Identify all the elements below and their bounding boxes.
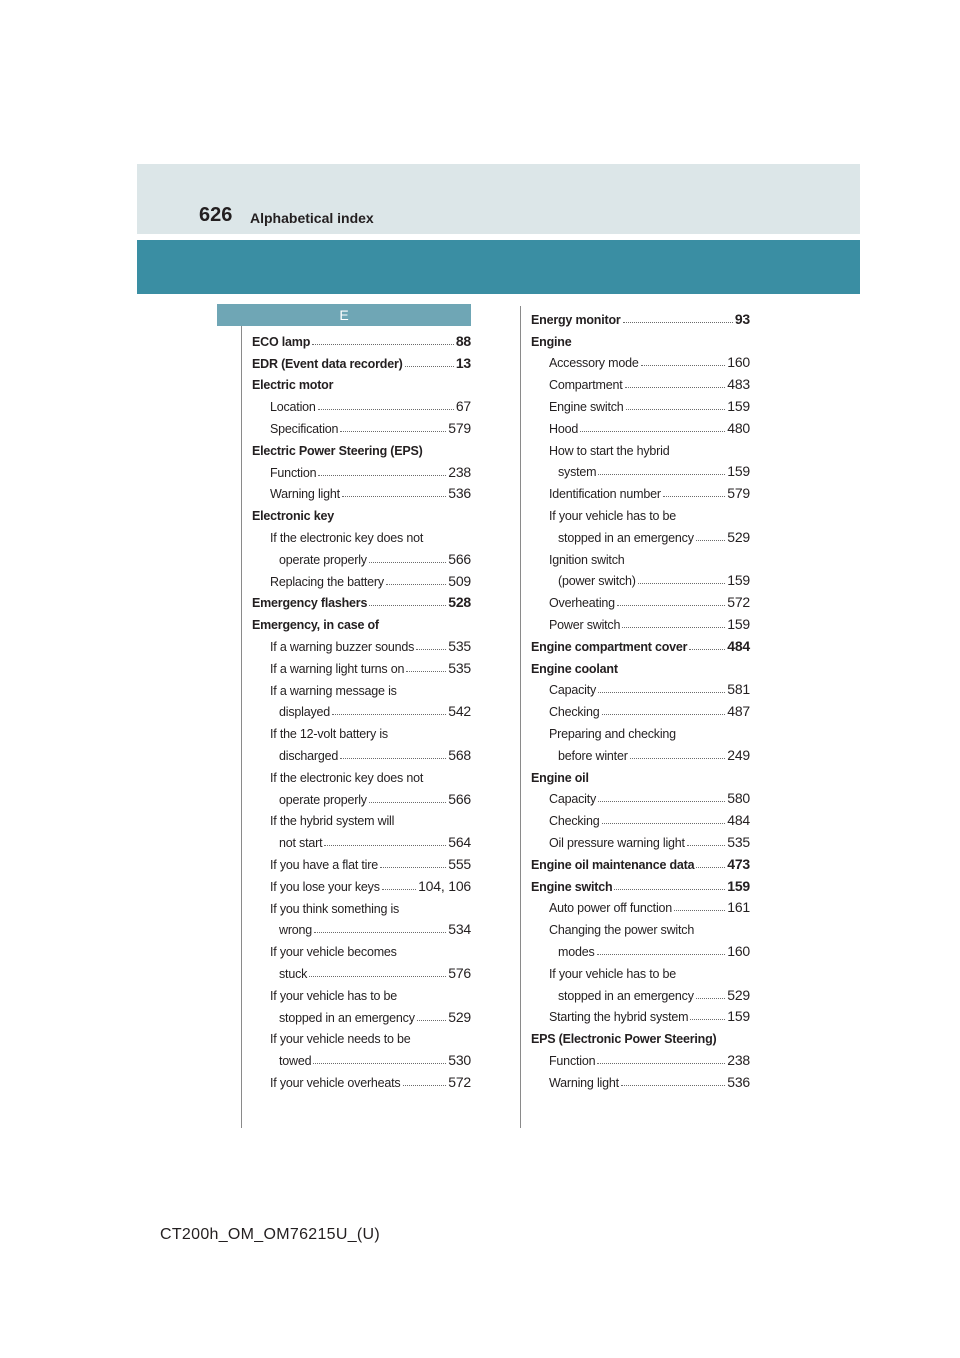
left-column-rule (241, 306, 242, 1128)
right-column-rule (520, 306, 521, 1128)
index-entry-page[interactable]: 529 (727, 528, 750, 545)
index-entry-page[interactable]: 536 (727, 1073, 750, 1090)
dot-leader (369, 802, 446, 803)
index-entry (531, 1046, 750, 1068)
dot-leader (622, 627, 725, 628)
dot-leader (342, 496, 446, 497)
index-entry (252, 719, 471, 741)
index-entry-page[interactable]: 93 (734, 310, 750, 327)
index-entry-label: If a warning buzzer sounds (270, 639, 415, 654)
index-entry-page[interactable]: 238 (727, 1051, 750, 1068)
index-entry-label: Ignition switch (549, 552, 625, 567)
index-entry-label: operate properly (279, 552, 367, 567)
index-entry-label: Energy monitor (531, 312, 621, 327)
index-entry-label: towed (279, 1054, 312, 1069)
index-entry-label: If the electronic key does not (270, 770, 424, 785)
index-entry (531, 959, 750, 981)
index-entry (252, 1046, 471, 1068)
index-entry-label: If your vehicle overheats (270, 1075, 401, 1090)
dot-leader (340, 758, 446, 759)
index-entry (531, 1024, 750, 1046)
index-entry (252, 785, 471, 807)
index-entry-page[interactable]: 159 (727, 572, 750, 589)
index-entry-page[interactable]: 529 (727, 986, 750, 1003)
index-entry-label: If the 12-volt battery is (270, 727, 388, 742)
dot-leader (696, 540, 725, 541)
index-entry (252, 807, 471, 829)
index-entry-page[interactable]: 159 (727, 397, 750, 414)
index-entry-label: Engine oil (531, 770, 589, 785)
index-entry-page[interactable]: 161 (727, 899, 750, 916)
dot-leader (403, 1085, 447, 1086)
index-entry-label: Electric motor (252, 378, 334, 393)
index-entry (531, 1003, 750, 1025)
dot-leader (617, 605, 725, 606)
index-entry-page[interactable]: 480 (727, 419, 750, 436)
index-entry (531, 632, 750, 654)
index-entry-label: stopped in an emergency (279, 1010, 415, 1025)
index-entry-label: discharged (279, 748, 339, 763)
index-entry-label: Emergency, in case of (252, 618, 379, 633)
index-entry-label: Checking (549, 705, 600, 720)
index-entry (531, 872, 750, 894)
index-entry-label: system (558, 465, 597, 480)
index-entry (252, 894, 471, 916)
index-entry-label: If you have a flat tire (270, 857, 378, 872)
header-color-bar (137, 240, 860, 294)
index-entry-label: Changing the power switch (549, 923, 695, 938)
dot-leader (386, 584, 446, 585)
index-entry (252, 349, 471, 371)
dot-leader (318, 409, 454, 410)
index-entry-page[interactable]: 555 (448, 855, 471, 872)
index-entry-label: Checking (549, 814, 600, 829)
index-entry-label: Preparing and checking (549, 726, 676, 741)
dot-leader (598, 801, 725, 802)
index-entry-label: EPS (Electronic Power Steering) (531, 1032, 717, 1047)
index-entry-page[interactable]: 580 (727, 790, 750, 807)
index-entry-label: Engine (531, 334, 572, 349)
index-entry-page[interactable]: 159 (727, 877, 750, 894)
index-entry (531, 305, 750, 327)
index-entry-page[interactable]: 576 (448, 964, 471, 981)
index-entry-page[interactable]: 568 (448, 746, 471, 763)
index-entry-page[interactable]: 484 (727, 812, 750, 829)
document-code: CT200h_OM_OM76215U_(U) (160, 1226, 381, 1243)
index-entry-label: before winter (558, 748, 628, 763)
dot-leader (417, 1020, 446, 1021)
dot-leader (626, 409, 726, 410)
index-entry-page[interactable]: 13 (455, 354, 471, 371)
index-entry (252, 458, 471, 480)
index-entry-label: Warning light (549, 1075, 619, 1090)
index-entry-label: If your vehicle has to be (270, 988, 398, 1003)
index-entry (531, 785, 750, 807)
dot-leader (318, 475, 446, 476)
index-entry (252, 545, 471, 567)
index-entry-label: Starting the hybrid system (549, 1010, 689, 1025)
index-entry-label: Oil pressure warning light (549, 835, 685, 850)
index-entry (531, 588, 750, 610)
index-entry (531, 392, 750, 414)
index-entry-label: Engine compartment cover (531, 639, 688, 654)
dot-leader (580, 431, 725, 432)
index-entry-page[interactable]: 564 (448, 834, 471, 851)
index-entry-page[interactable]: 581 (727, 681, 750, 698)
index-entry (531, 545, 750, 567)
right-index-column (531, 305, 750, 1090)
index-entry-label: If your vehicle becomes (270, 945, 397, 960)
index-entry-page[interactable]: 572 (448, 1073, 471, 1090)
index-entry-page[interactable]: 249 (727, 746, 750, 763)
index-entry (531, 806, 750, 828)
section-title: Alphabetical index (250, 210, 374, 226)
index-entry (531, 719, 750, 741)
dot-leader (696, 867, 725, 868)
index-entry-label: If you think something is (270, 901, 400, 916)
index-entry-label: Function (549, 1053, 596, 1068)
index-entry (252, 916, 471, 938)
index-entry-page[interactable]: 483 (727, 376, 750, 393)
index-entry-page[interactable]: 535 (727, 833, 750, 850)
left-index-column (252, 327, 471, 1090)
index-entry (531, 654, 750, 676)
index-entry (531, 414, 750, 436)
index-entry (531, 1068, 750, 1090)
index-entry-label: Auto power off function (549, 901, 673, 916)
index-entry (531, 501, 750, 523)
index-entry-label: Capacity (549, 792, 597, 807)
index-entry-label: (power switch) (558, 574, 636, 589)
dot-leader (314, 932, 446, 933)
index-entry (531, 894, 750, 916)
index-entry (531, 915, 750, 937)
index-entry-page[interactable]: 159 (727, 615, 750, 632)
index-entry-label: If the electronic key does not (270, 530, 424, 545)
index-entry-label: Power switch (549, 617, 621, 632)
dot-leader (602, 823, 726, 824)
dot-leader (380, 867, 446, 868)
index-entry (252, 872, 471, 894)
dot-leader (696, 998, 725, 999)
index-entry-page[interactable]: 536 (448, 485, 471, 502)
header-band (137, 164, 860, 234)
index-entry-page[interactable]: 88 (455, 332, 471, 349)
index-entry (252, 937, 471, 959)
index-entry-page[interactable]: 566 (448, 790, 471, 807)
dot-leader (625, 387, 726, 388)
index-entry-label: Hood (549, 421, 579, 436)
index-entry-page[interactable]: 104, 106 (418, 877, 471, 894)
dot-leader (598, 692, 725, 693)
index-entry-label: stopped in an emergency (558, 530, 694, 545)
dot-leader (324, 845, 446, 846)
index-entry-label: Compartment (549, 378, 623, 393)
dot-leader (602, 714, 726, 715)
dot-leader (382, 889, 416, 890)
index-entry (252, 1003, 471, 1025)
index-entry (531, 828, 750, 850)
index-entry (252, 501, 471, 523)
dot-leader (340, 431, 446, 432)
index-entry (252, 676, 471, 698)
index-entry (252, 698, 471, 720)
dot-leader (598, 474, 725, 475)
index-entry (252, 480, 471, 502)
index-entry (252, 436, 471, 458)
dot-leader (309, 976, 446, 977)
index-entry-page[interactable]: 534 (448, 921, 471, 938)
index-entry (531, 741, 750, 763)
index-entry (531, 479, 750, 501)
index-entry-page[interactable]: 160 (727, 354, 750, 371)
dot-leader (597, 954, 726, 955)
index-letter-heading: E (217, 304, 471, 326)
index-entry (531, 458, 750, 480)
dot-leader (405, 366, 454, 367)
index-entry-label: Capacity (549, 683, 597, 698)
index-entry-label: Engine oil maintenance data (531, 857, 695, 872)
index-entry (531, 567, 750, 589)
index-entry-page[interactable]: 160 (727, 942, 750, 959)
index-entry (531, 327, 750, 349)
index-entry-label: Accessory mode (549, 356, 639, 371)
index-entry-page[interactable]: 67 (455, 398, 471, 415)
index-entry (252, 414, 471, 436)
dot-leader (621, 1085, 725, 1086)
index-entry (531, 349, 750, 371)
index-entry-page[interactable]: 159 (727, 463, 750, 480)
index-entry-page[interactable]: 159 (727, 1008, 750, 1025)
index-entry-label: If the hybrid system will (270, 814, 395, 829)
dot-leader (630, 758, 726, 759)
dot-leader (641, 365, 726, 366)
index-entry-label: operate properly (279, 792, 367, 807)
index-entry (252, 763, 471, 785)
index-entry-page[interactable]: 530 (448, 1052, 471, 1069)
index-entry (252, 1068, 471, 1090)
page-number: 626 (199, 204, 233, 226)
index-entry-label: not start (279, 836, 323, 851)
dot-leader (690, 1019, 725, 1020)
index-entry-page[interactable]: 535 (448, 659, 471, 676)
index-entry (252, 959, 471, 981)
dot-leader (332, 714, 446, 715)
index-entry (252, 981, 471, 1003)
index-entry-page[interactable]: 579 (727, 485, 750, 502)
index-entry-label: Engine switch (549, 399, 624, 414)
dot-leader (369, 562, 446, 563)
dot-leader (614, 889, 725, 890)
index-entry (252, 523, 471, 545)
dot-leader (623, 322, 733, 323)
index-entry (252, 567, 471, 589)
index-entry (252, 850, 471, 872)
index-entry (531, 981, 750, 1003)
index-entry (252, 632, 471, 654)
index-entry (252, 371, 471, 393)
index-entry-label: How to start the hybrid (549, 443, 670, 458)
index-entry-label: displayed (279, 705, 331, 720)
index-entry (252, 828, 471, 850)
index-entry (252, 327, 471, 349)
index-entry-label: wrong (279, 923, 313, 938)
index-entry (531, 937, 750, 959)
index-entry (531, 610, 750, 632)
dot-leader (416, 649, 446, 650)
dot-leader (689, 649, 725, 650)
index-entry-page[interactable]: 529 (448, 1008, 471, 1025)
index-entry-label: If your vehicle needs to be (270, 1032, 411, 1047)
index-entry-page[interactable]: 572 (727, 594, 750, 611)
index-entry-page[interactable]: 535 (448, 637, 471, 654)
dot-leader (597, 1063, 725, 1064)
index-entry-label: Engine coolant (531, 661, 618, 676)
dot-leader (313, 1063, 446, 1064)
index-entry-label: If you lose your keys (270, 879, 380, 894)
index-entry-page[interactable]: 528 (448, 594, 471, 611)
index-entry (531, 676, 750, 698)
dot-leader (638, 583, 725, 584)
index-entry (531, 523, 750, 545)
index-entry-label: stopped in an emergency (558, 988, 694, 1003)
dot-leader (663, 496, 725, 497)
index-entry (252, 392, 471, 414)
index-entry (531, 436, 750, 458)
index-entry (252, 589, 471, 611)
dot-leader (406, 671, 446, 672)
dot-leader (369, 605, 446, 606)
index-entry (252, 610, 471, 632)
index-entry-label: Replacing the battery (270, 574, 384, 589)
index-entry-label: If your vehicle has to be (549, 508, 677, 523)
index-entry-label: stuck (279, 966, 308, 981)
index-entry-page[interactable]: 473 (727, 855, 750, 872)
index-entry-label: ECO lamp (252, 334, 311, 349)
index-entry (252, 654, 471, 676)
index-entry-label: Overheating (549, 596, 615, 611)
index-entry-page[interactable]: 566 (448, 550, 471, 567)
index-entry-page[interactable]: 542 (448, 703, 471, 720)
index-entry-label: If a warning message is (270, 683, 397, 698)
index-entry-label: Function (270, 465, 317, 480)
index-entry-page[interactable]: 579 (448, 419, 471, 436)
index-entry-label: Electric Power Steering (EPS) (252, 443, 423, 458)
index-entry-page[interactable]: 509 (448, 572, 471, 589)
dot-leader (312, 344, 454, 345)
index-entry (531, 763, 750, 785)
index-entry-label: Engine switch (531, 879, 613, 894)
dot-leader (674, 910, 725, 911)
index-entry-page[interactable]: 238 (448, 463, 471, 480)
index-entry-label: EDR (Event data recorder) (252, 356, 403, 371)
index-entry-label: If a warning light turns on (270, 661, 405, 676)
index-entry-label: Specification (270, 421, 339, 436)
index-entry (252, 1025, 471, 1047)
index-entry (531, 850, 750, 872)
index-entry-label: Emergency flashers (252, 596, 368, 611)
index-entry-label: Warning light (270, 487, 340, 502)
index-entry-page[interactable]: 484 (727, 637, 750, 654)
dot-leader (687, 845, 725, 846)
index-entry-label: Electronic key (252, 509, 334, 524)
index-entry (531, 697, 750, 719)
index-entry (531, 370, 750, 392)
index-entry-label: modes (558, 944, 595, 959)
index-entry-label: If your vehicle has to be (549, 966, 677, 981)
index-entry-label: Location (270, 400, 316, 415)
index-entry-label: Identification number (549, 487, 661, 502)
index-entry (252, 741, 471, 763)
index-entry-page[interactable]: 487 (727, 703, 750, 720)
